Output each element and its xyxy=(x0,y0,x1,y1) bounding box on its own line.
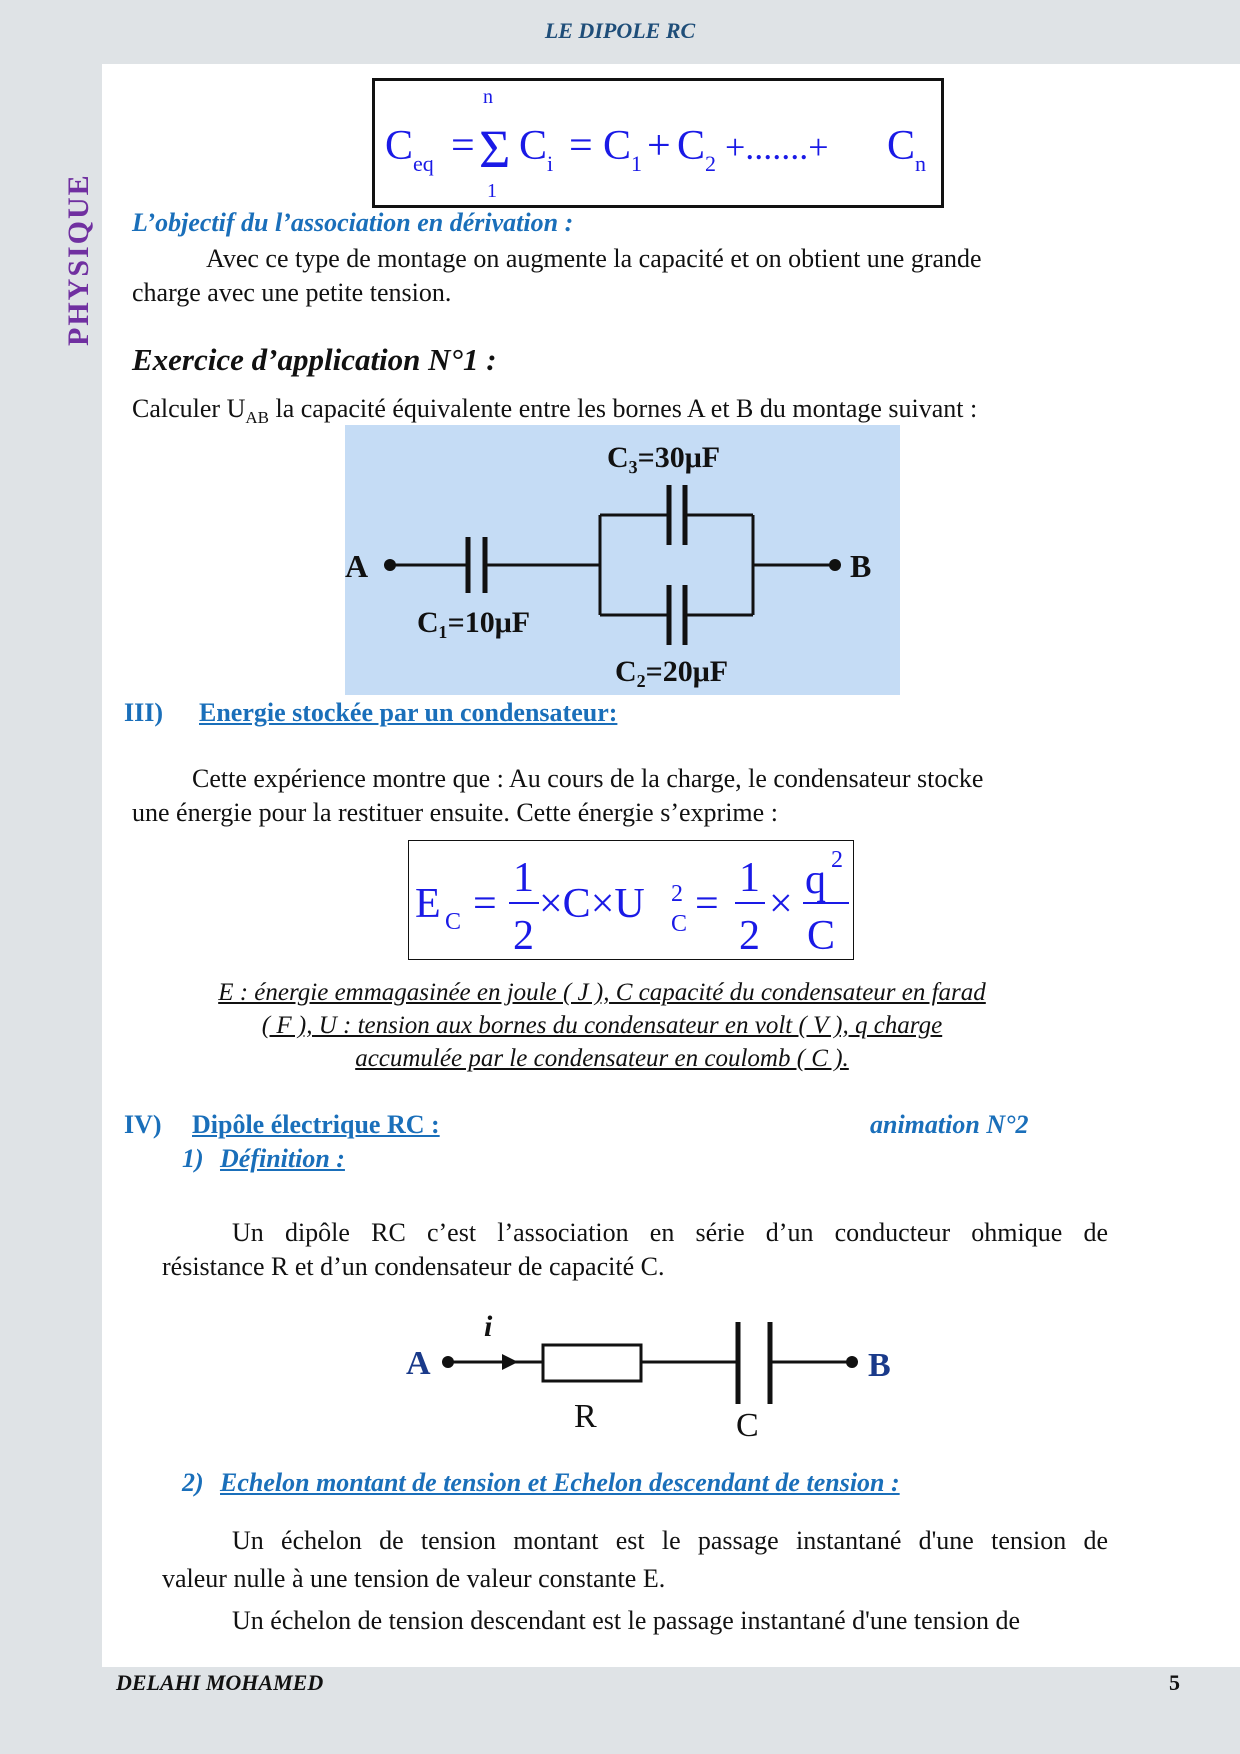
definition-line2: résistance R et d’un condensateur de capacité C. xyxy=(162,1252,665,1281)
circuit2-capacitor-label: C xyxy=(736,1407,759,1444)
ec-lhs-sub: C xyxy=(445,909,462,935)
circuit1-label-b: B xyxy=(850,548,872,584)
ceq-dots: +.......+ xyxy=(725,127,829,167)
section3-line2: une énergie pour la restituer ensuite. Cette énergie s’exprime : xyxy=(132,798,778,827)
circuit1-c1-label: C₁=10μF xyxy=(417,606,531,639)
formula-ceq-box xyxy=(372,78,944,208)
ec-half1-num: 1 xyxy=(513,855,534,901)
exercice-title: Exercice d’application N°1 : xyxy=(132,342,497,377)
circuit2-resistor-label: R xyxy=(574,1398,597,1435)
circuit1-c2-label: C₂=20μF xyxy=(615,655,729,688)
sidebar-subject-label: PHYSIQUE xyxy=(62,173,95,347)
ec-q-sup: 2 xyxy=(831,847,843,873)
section4-number: IV) xyxy=(124,1110,162,1139)
svg-text:=: = xyxy=(569,123,593,169)
energy-legend xyxy=(102,976,1102,1075)
echelon-number: 2) xyxy=(182,1468,204,1497)
section3-title: Energie stockée par un condensateur: xyxy=(199,698,618,727)
ec-half1-den: 2 xyxy=(513,913,534,959)
objectif-line2: charge avec une petite tension. xyxy=(132,278,452,307)
ec-q: q xyxy=(805,857,826,903)
definition-title: Définition : xyxy=(220,1144,345,1173)
ceq-ci-sub: i xyxy=(547,151,554,176)
ec-half2-num: 1 xyxy=(739,855,760,901)
echelon-p2-line1: Un échelon de tension descendant est le passage instantané d'une tension de xyxy=(232,1606,1021,1635)
section3-number: III) xyxy=(124,698,164,727)
circuit2-diagram xyxy=(398,1300,918,1450)
ceq-lhs: C xyxy=(385,123,414,169)
svg-text:+: + xyxy=(647,123,671,169)
legend-line3: accumulée par le condensateur en coulomb ( C ). xyxy=(355,1045,849,1072)
legend-line1: E : énergie emmagasinée en joule ( J ), C capacité du condensateur en farad xyxy=(218,979,986,1006)
circuit1-label-a: A xyxy=(345,548,369,584)
formula-ceq xyxy=(375,81,941,205)
objectif-title: L’objectif du l’association en dérivation : xyxy=(132,208,574,237)
circuit2-current-label: i xyxy=(484,1310,493,1343)
echelon-title: Echelon montant de tension et Echelon descendant de tension : xyxy=(220,1468,900,1497)
animation-link[interactable]: animation N°2 xyxy=(870,1110,1029,1139)
svg-text:=: = xyxy=(473,881,497,927)
definition-line1 xyxy=(162,1216,1108,1249)
ceq-cn-sub: n xyxy=(915,151,926,176)
objectif-line1: Avec ce type de montage on augmente la capacité et on obtient une grande xyxy=(206,244,982,273)
circuit1-svg xyxy=(345,425,900,695)
exercice-sub: AB xyxy=(245,408,269,428)
ceq-c2: C xyxy=(677,123,706,169)
echelon-p1-line2: valeur nulle à une tension de valeur constante E. xyxy=(162,1564,666,1593)
ec-u-sub: C xyxy=(671,911,688,937)
ceq-c2-sub: 2 xyxy=(705,151,716,176)
svg-text:=: = xyxy=(695,881,719,927)
ceq-sum-bottom: 1 xyxy=(487,180,497,202)
ec-lhs: E xyxy=(415,881,441,927)
svg-text:Σ: Σ xyxy=(479,119,511,179)
circuit2-svg xyxy=(398,1300,918,1450)
ceq-sum-top: n xyxy=(483,86,493,108)
circuit2-label-b: B xyxy=(868,1347,891,1384)
circuit1-diagram xyxy=(345,425,900,695)
footer-author: DELAHI MOHAMED xyxy=(116,1670,324,1695)
ceq-lhs-sub: eq xyxy=(413,151,434,176)
ec-u-sup: 2 xyxy=(671,881,683,907)
formula-ec-box xyxy=(408,840,854,960)
ec-times: × xyxy=(769,881,793,927)
echelon-p1-line1 xyxy=(162,1524,1108,1557)
ec-c: C xyxy=(807,913,836,959)
definition-number: 1) xyxy=(182,1144,204,1173)
exercice-suffix: la capacité équivalente entre les bornes A et B du montage suivant : xyxy=(268,394,978,423)
svg-text:=: = xyxy=(451,123,475,169)
exercice-prefix: Calculer U xyxy=(132,394,246,423)
ceq-c1-sub: 1 xyxy=(631,151,642,176)
ceq-cn: C xyxy=(887,123,916,169)
ec-half2-den: 2 xyxy=(739,913,760,959)
section3-line1: Cette expérience montre que : Au cours de la charge, le condensateur stocke xyxy=(192,764,984,793)
definition-line1-text: Un dipôle RC c’est l’association en série d’un conducteur ohmique de xyxy=(232,1218,1108,1247)
legend-line2: ( F ), U : tension aux bornes du condensateur en volt ( V ), q charge xyxy=(261,1012,943,1039)
circuit2-label-a: A xyxy=(406,1345,431,1382)
ceq-c1: C xyxy=(603,123,632,169)
ceq-ci: C xyxy=(519,123,548,169)
header-title: LE DIPOLE RC xyxy=(544,18,696,43)
page-header xyxy=(0,0,1240,64)
footer-page-number: 5 xyxy=(1169,1670,1180,1695)
section4-title: Dipôle électrique RC : xyxy=(192,1110,440,1139)
circuit1-c3-label: C₃=30μF xyxy=(607,441,721,474)
ec-mid: ×C×U xyxy=(539,881,645,927)
formula-ec xyxy=(409,841,853,959)
echelon-p1-line1-text: Un échelon de tension montant est le passage instantané d'une tension de xyxy=(232,1526,1108,1555)
